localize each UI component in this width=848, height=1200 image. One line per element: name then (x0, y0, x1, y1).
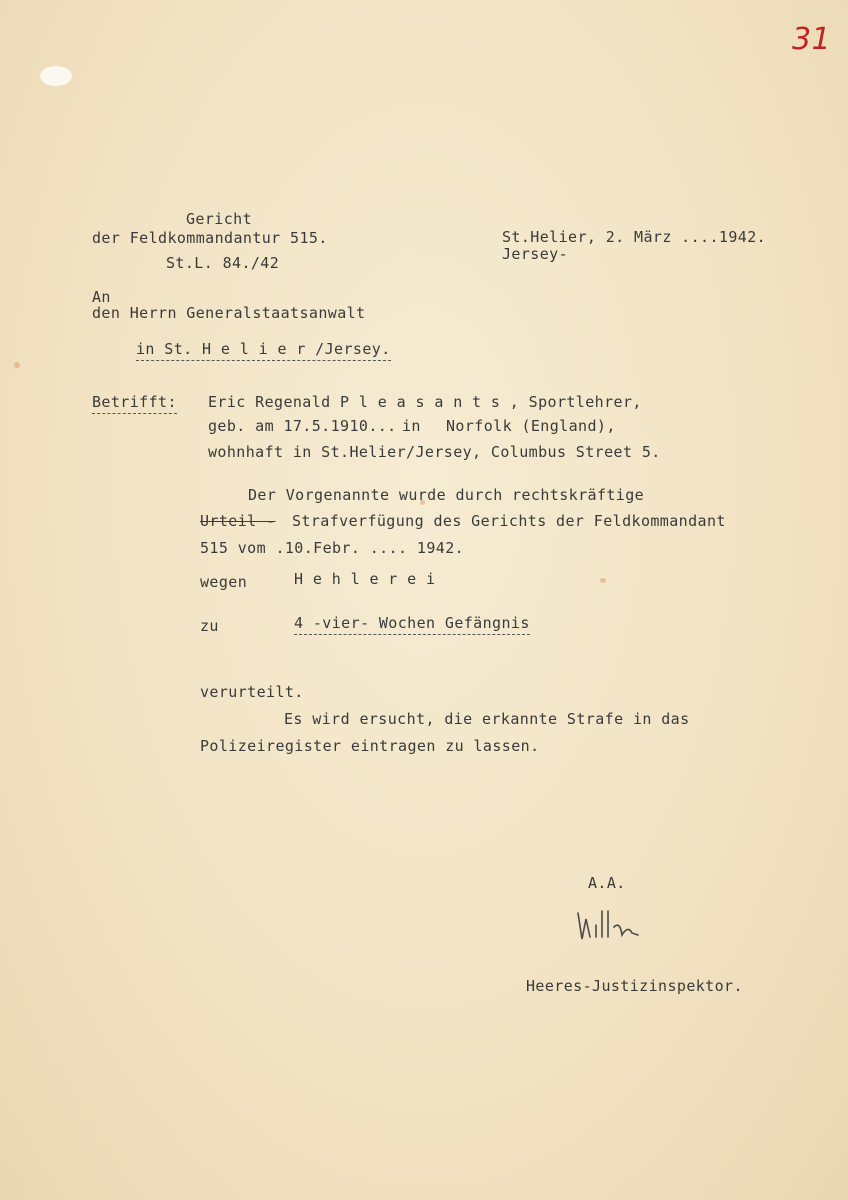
aa-mark: A.A. (588, 874, 626, 892)
zu-label: zu (200, 617, 219, 635)
punch-hole (40, 66, 72, 86)
struck-word: Urteil - (200, 512, 276, 530)
offense: H e h l e r e i (294, 570, 436, 588)
body-line: Strafverfügung des Gerichts der Feldkommandant (292, 512, 726, 530)
paper-stain (14, 362, 20, 368)
reference-number: St.L. 84./42 (166, 254, 280, 272)
subject-birth-place: Norfolk (England), (446, 417, 616, 435)
verurteilt: verurteilt. (200, 683, 304, 701)
recipient-location: in St. H e l i e r /Jersey. (136, 340, 391, 361)
court-name: der Feldkommandantur 515. (92, 229, 328, 247)
paper-stain (600, 578, 606, 583)
recipient-line: den Herrn Generalstaatsanwalt (92, 304, 366, 322)
signatory-title: Heeres-Justizinspektor. (526, 977, 743, 995)
subject-birth-date: geb. am 17.5.1910... (208, 417, 397, 435)
place-sub: Jersey- (502, 245, 569, 263)
page-number: 31 (792, 22, 831, 57)
request-line: Es wird ersucht, die erkannte Strafe in das (284, 710, 690, 728)
subject-name: Eric Regenald P l e a s a n t s , Sportlehrer, (208, 393, 642, 411)
judgment-date: 515 vom .10.Febr. .... 1942. (200, 539, 465, 557)
subject-address: wohnhaft in St.Helier/Jersey, Columbus Street 5. (208, 443, 661, 461)
request-line: Polizeiregister eintragen zu lassen. (200, 737, 540, 755)
place-date: St.Helier, 2. März ....1942. (502, 228, 767, 246)
recipient-an: An (92, 288, 111, 306)
subject-label: Betrifft: (92, 393, 177, 414)
sentence: 4 -vier- Wochen Gefängnis (294, 614, 530, 635)
subject-birth-in: in (402, 417, 421, 435)
court-title: Gericht (186, 210, 253, 228)
wegen-label: wegen (200, 573, 248, 591)
handwritten-signature (572, 905, 652, 945)
body-line: Der Vorgenannte wurde durch rechtskräftige (248, 486, 645, 504)
